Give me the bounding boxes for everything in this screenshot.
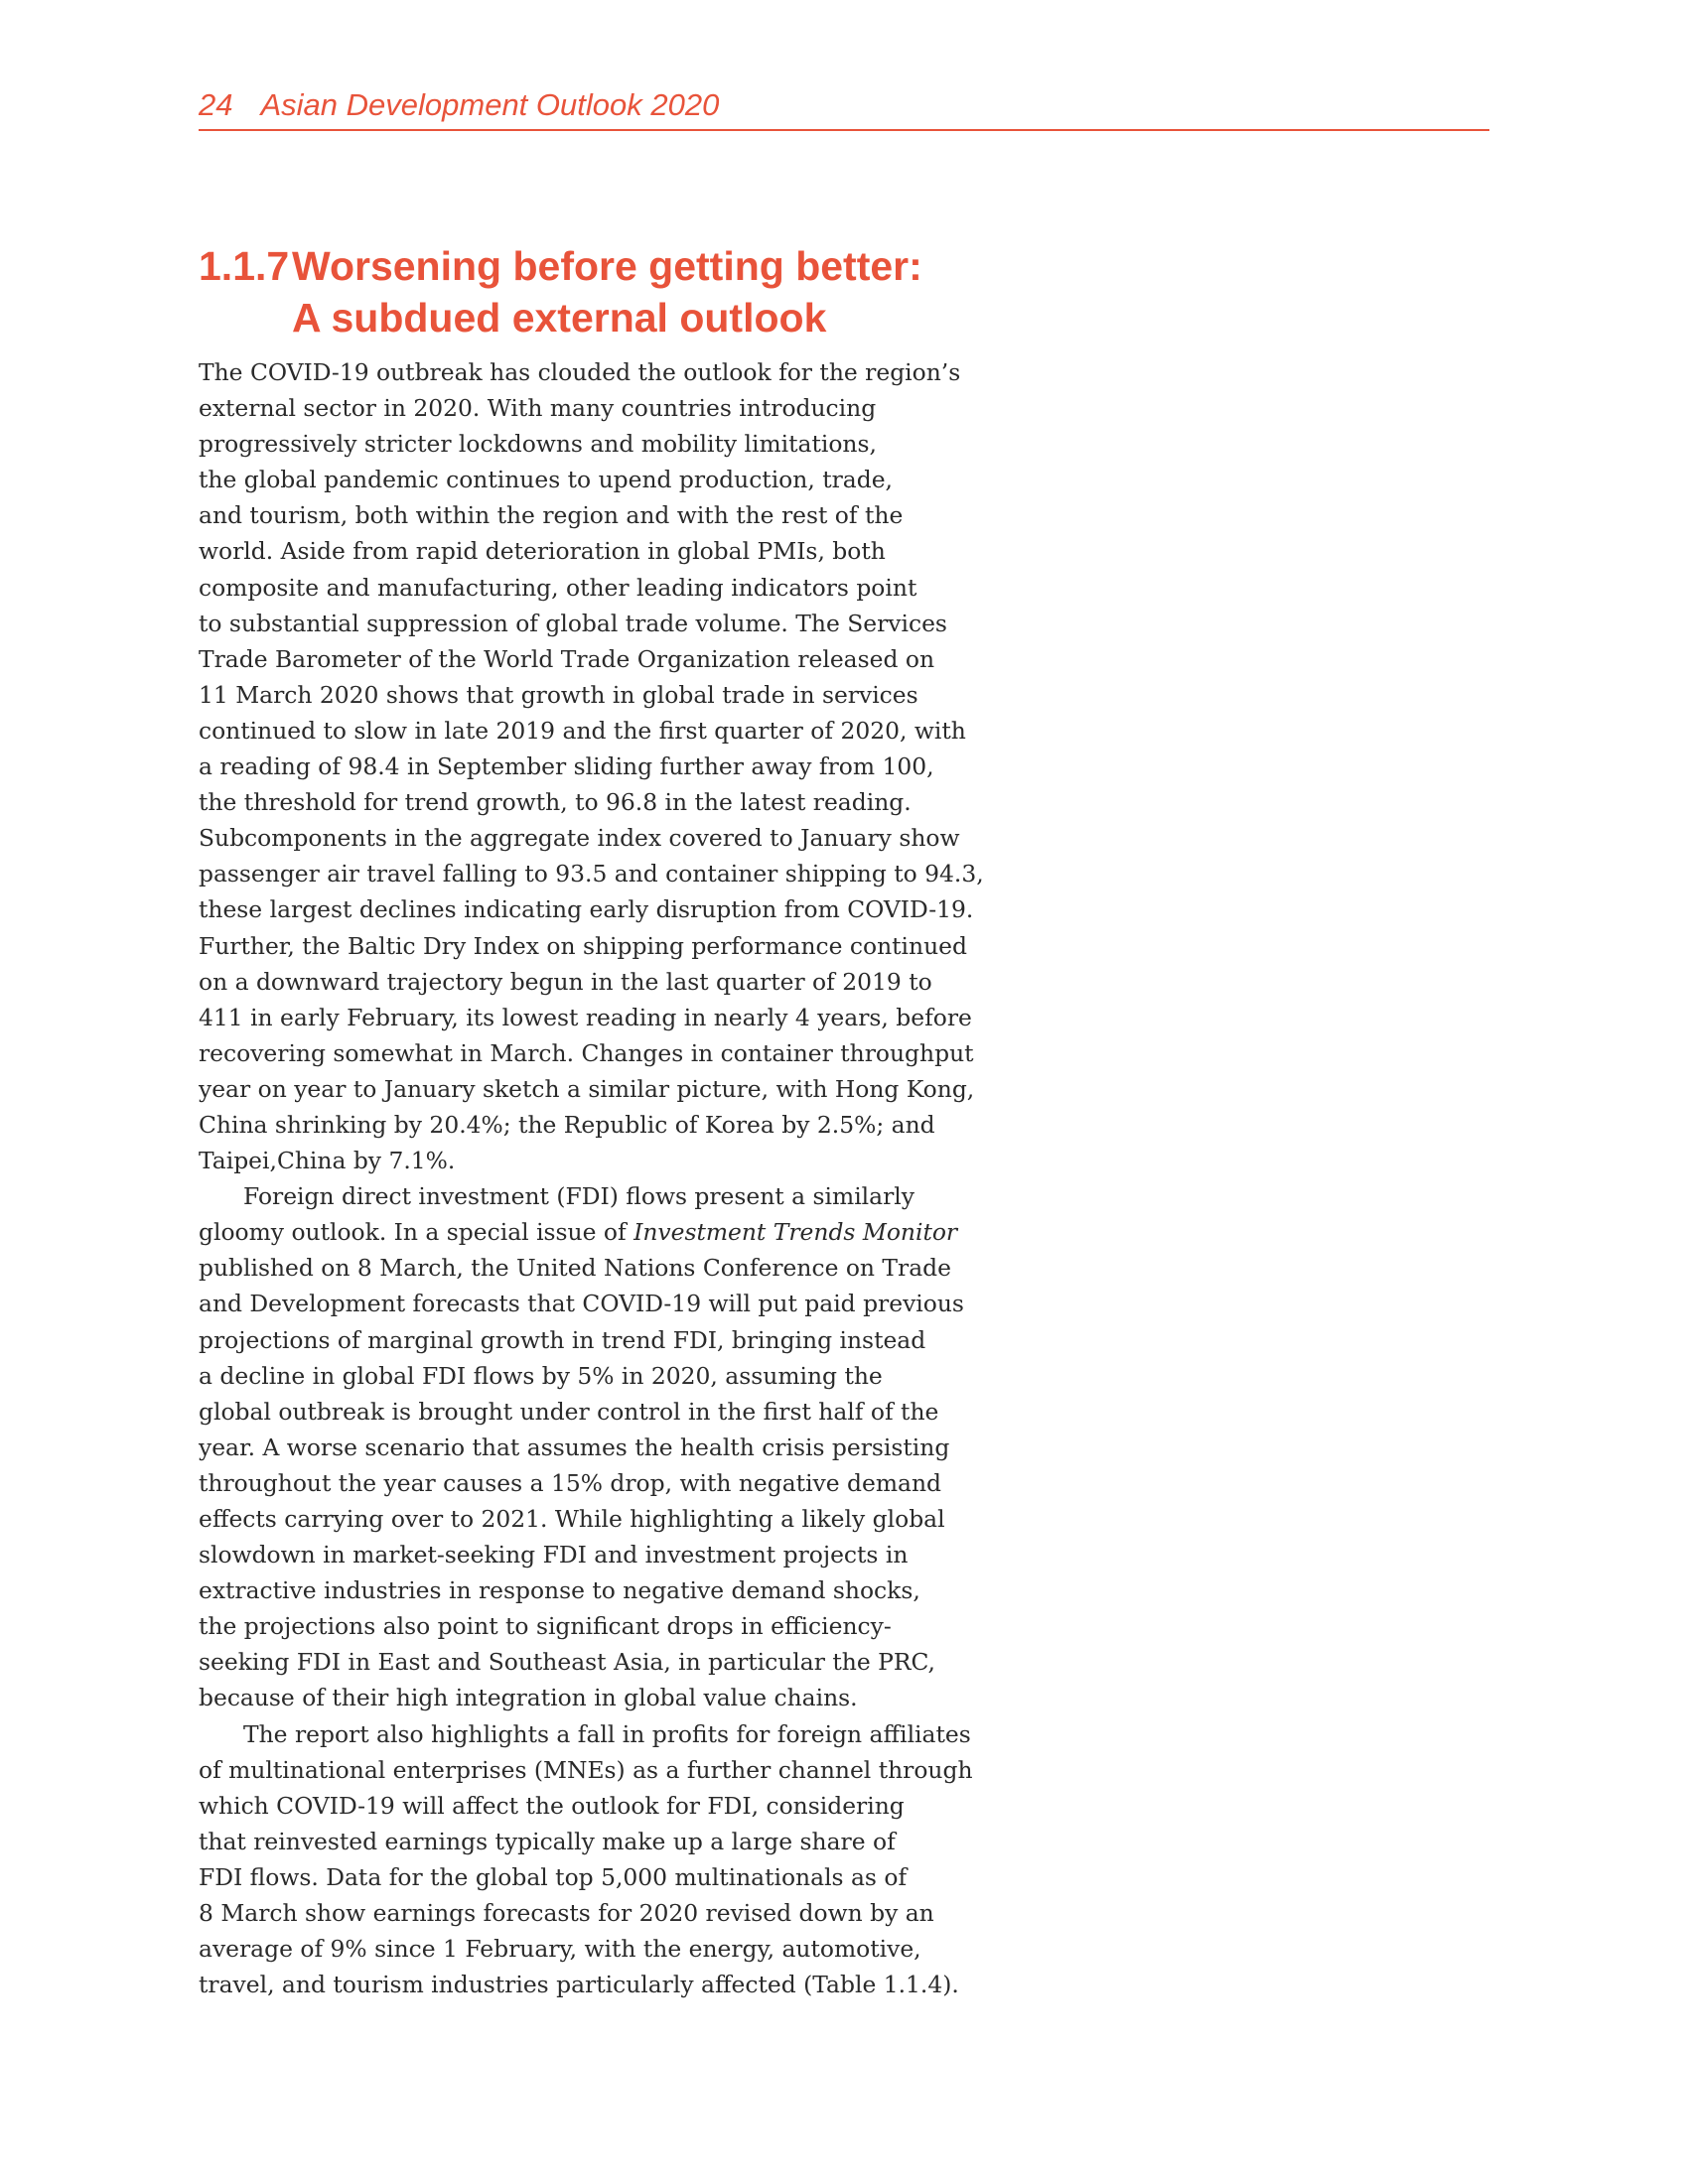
section-title-line-1: Worsening before getting better: [292, 243, 922, 289]
paragraph-2-line: slowdown in market-seeking FDI and investment projects in [199, 1541, 909, 1570]
paragraph-1-line: and tourism, both within the region and with the rest of the [199, 501, 904, 530]
paragraph-3-line: that reinvested earnings typically make up a large share of [199, 1827, 896, 1855]
running-header [199, 81, 1489, 131]
paragraph-2-line: year. A worse scenario that assumes the health crisis persisting [199, 1433, 950, 1461]
paragraph-3-line: FDI flows. Data for the global top 5,000 multinationals as of [199, 1862, 908, 1891]
paragraph-2-line: Foreign direct investment (FDI) flows present a similarly [243, 1182, 914, 1211]
paragraph-3-line: travel, and tourism industries particularly affected (Table 1.1.4). [199, 1971, 959, 1999]
paragraph-3-line: of multinational enterprises (MNEs) as a further channel through [199, 1755, 973, 1784]
paragraph-1-line: 411 in early February, its lowest reading in nearly 4 years, before [199, 1003, 972, 1031]
paragraph-3-line: The report also highlights a fall in profits for foreign affiliates [243, 1719, 971, 1748]
paragraph-1-line: Further, the Baltic Dry Index on shipping performance continued [199, 931, 967, 960]
publication-name: Investment Trends Monitor [633, 1218, 958, 1247]
page-number: 24 [199, 87, 233, 122]
paragraph-3-line: average of 9% since 1 February, with the energy, automotive, [199, 1935, 921, 1964]
paragraph-2-line: a decline in global FDI flows by 5% in 2020, assuming the [199, 1361, 883, 1390]
paragraph-1-line: Subcomponents in the aggregate index covered to January show [199, 824, 960, 853]
paragraph-2-line: the projections also point to significant drops in efficiency- [199, 1612, 892, 1641]
section-heading [199, 240, 1033, 343]
paragraph-1-line: The COVID-19 outbreak has clouded the outlook for the region’s [199, 358, 961, 386]
paragraph-1-line: the threshold for trend growth, to 96.8 in the latest reading. [199, 788, 912, 817]
section-number: 1.1.7 [199, 243, 290, 289]
paragraph-2-line: extractive industries in response to negative demand shocks, [199, 1576, 920, 1605]
paragraph-2-line: global outbreak is brought under control in the first half of the [199, 1397, 939, 1426]
paragraph-1-line: these largest declines indicating early disruption from COVID-19. [199, 895, 974, 924]
paragraph-1-line: to substantial suppression of global trade volume. The Services [199, 609, 947, 637]
paragraph-1-line: a reading of 98.4 in September sliding further away from 100, [199, 752, 934, 781]
paragraph-3-line: 8 March show earnings forecasts for 2020 revised down by an [199, 1899, 934, 1928]
publication-title: Asian Development Outlook 2020 [260, 87, 720, 122]
paragraph-1-line: recovering somewhat in March. Changes in container throughput [199, 1038, 974, 1067]
paragraph-1-line: progressively stricter lockdowns and mobility limitations, [199, 430, 877, 459]
paragraph-1-line: 11 March 2020 shows that growth in global trade in services [199, 680, 918, 709]
paragraph-1-line: continued to slow in late 2019 and the first quarter of 2020, with [199, 716, 966, 745]
paragraph-2-line: because of their high integration in global value chains. [199, 1684, 858, 1712]
paragraph-2-line: effects carrying over to 2021. While highlighting a likely global [199, 1505, 945, 1533]
paragraph-1-line: passenger air travel falling to 93.5 and container shipping to 94.3, [199, 860, 984, 888]
paragraph-2-line: published on 8 March, the United Nations Conference on Trade [199, 1254, 951, 1283]
body-text [199, 354, 1013, 2002]
paragraph-2-line: seeking FDI in East and Southeast Asia, in particular the PRC, [199, 1648, 935, 1677]
paragraph-1-line: composite and manufacturing, other leading indicators point [199, 573, 917, 602]
paragraph-1-line: Trade Barometer of the World Trade Organization released on [199, 644, 935, 673]
paragraph-2-line: throughout the year causes a 15% drop, with negative demand [199, 1468, 942, 1497]
paragraph-1-line: year on year to January sketch a similar picture, with Hong Kong, [199, 1074, 975, 1103]
paragraph-2-line [199, 1214, 1013, 1250]
paragraph-1-line: world. Aside from rapid deterioration in global PMIs, both [199, 537, 886, 566]
paragraph-1-line: on a downward trajectory begun in the last quarter of 2019 to [199, 967, 932, 996]
paragraph-3-line: which COVID-19 will affect the outlook for FDI, considering [199, 1791, 905, 1820]
paragraph-2-line: and Development forecasts that COVID-19 will put paid previous [199, 1290, 964, 1318]
section-title-line-2: A subdued external outlook [292, 295, 827, 341]
paragraph-2-text: gloomy outlook. In a special issue of [199, 1218, 634, 1247]
paragraph-1-line: China shrinking by 20.4%; the Republic of Korea by 2.5%; and [199, 1110, 935, 1139]
paragraph-2-line: projections of marginal growth in trend FDI, bringing instead [199, 1325, 926, 1354]
paragraph-1-line: external sector in 2020. With many countries introducing [199, 394, 877, 423]
paragraph-1-line: the global pandemic continues to upend production, trade, [199, 466, 893, 494]
paragraph-1-line: Taipei,China by 7.1%. [199, 1147, 456, 1175]
